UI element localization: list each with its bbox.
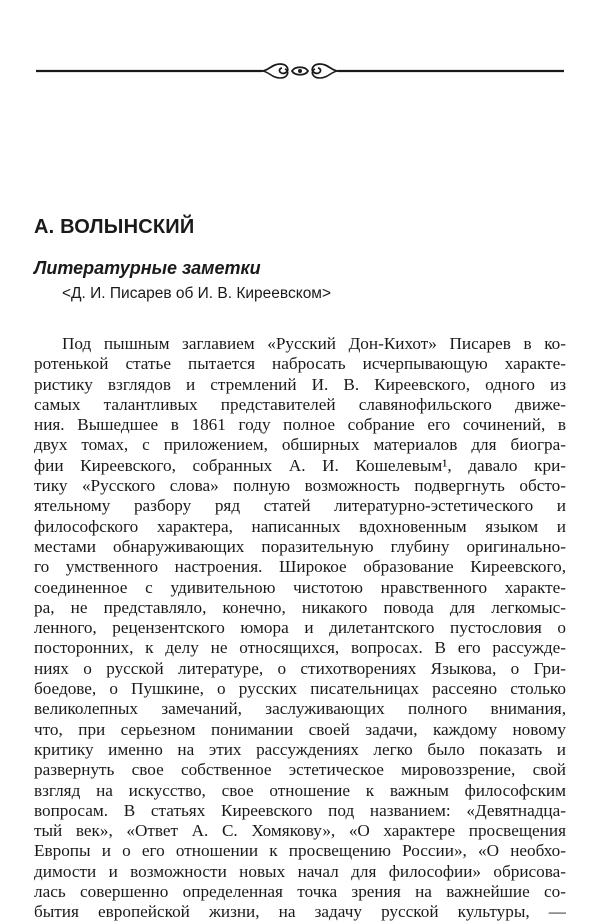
- body-line: лась совершенно определенная точка зрения на важнейшие со-: [34, 882, 566, 902]
- body-line: Под пышным заглавием «Русский Дон-Кихот» Писарев в ко-: [62, 334, 566, 353]
- body-line: ротенькой статье пытается набросать исчерпывающую характе-: [34, 354, 566, 374]
- body-line: самых талантливых представителей славянофильского движе-: [34, 394, 566, 414]
- body-line: димости и возможности новых начал для философии» обрисова-: [34, 861, 566, 881]
- body-line: Европы и о его отношении к просвещению России», «О необхо-: [34, 841, 566, 861]
- body-line: тику «Русского слова» полную возможность подвергнуть обсто-: [34, 476, 566, 496]
- article-subtitle: <Д. И. Писарев об И. В. Киреевском>: [62, 285, 332, 302]
- article-title: Литературные заметки: [34, 258, 261, 278]
- scroll-flourish-icon: [36, 58, 564, 84]
- body-line: ристику взглядов и стремлений И. В. Киреевского, одного из: [34, 374, 566, 394]
- body-line: двух томах, с приложением, обширных материалов для биогра-: [34, 435, 566, 455]
- body-line: великолепных замечаний, заслуживающих полного внимания,: [34, 699, 566, 719]
- body-line: философского характера, написанных вдохновенным языком и: [34, 516, 566, 536]
- body-line: вопросам. В статьях Киреевского под названием: «Девятнадца-: [34, 800, 566, 820]
- body-line: боедове, о Пушкине, о русских писательницах рассеяно столько: [34, 679, 566, 699]
- body-line: ниях о русской литературе, о стихотворениях Языкова, о Гри-: [34, 658, 566, 678]
- body-line: развернуть свое собственное эстетическое мировоззрение, свой: [34, 760, 566, 780]
- article-author: А. ВОЛЫНСКИЙ: [34, 216, 195, 238]
- body-line: что, при серьезном понимании своей задачи, каждому новому: [34, 719, 566, 739]
- body-line: го умственного настроения. Широкое образование Киреевского,: [34, 557, 566, 577]
- body-line: ния. Вышедшее в 1861 году полное собрание его сочинений, в: [34, 415, 566, 435]
- body-line: ра, не представляло, конечно, никакого повода для легкомыс-: [34, 597, 566, 617]
- body-line: соединенное с удивительною чистотою нравственного характе-: [34, 577, 566, 597]
- body-line: тый век», «Ответ А. С. Хомякову», «О характере просвещения: [34, 821, 566, 841]
- body-line: ятельному разбору ряд статей литературно-эстетического и: [34, 496, 566, 516]
- body-line: фии Киреевского, собранных А. И. Кошелевым¹, давало кри-: [34, 455, 566, 475]
- body-line: посторонних, к делу не относящихся, вопросах. В его рассужде-: [34, 638, 566, 658]
- body-line: бытия европейской жизни, на задачу русской культуры, —: [34, 902, 566, 922]
- body-line: критику именно на этих рассуждениях легко было показать и: [34, 739, 566, 759]
- body-line: местами обнаруживающих поразительную глубину оригинально-: [34, 536, 566, 556]
- body-line: ленного, рецензентского юмора и дилетантского пустословия о: [34, 618, 566, 638]
- body-line: взгляд на искусство, свое отношение к важным философским: [34, 780, 566, 800]
- article-body: [34, 334, 566, 923]
